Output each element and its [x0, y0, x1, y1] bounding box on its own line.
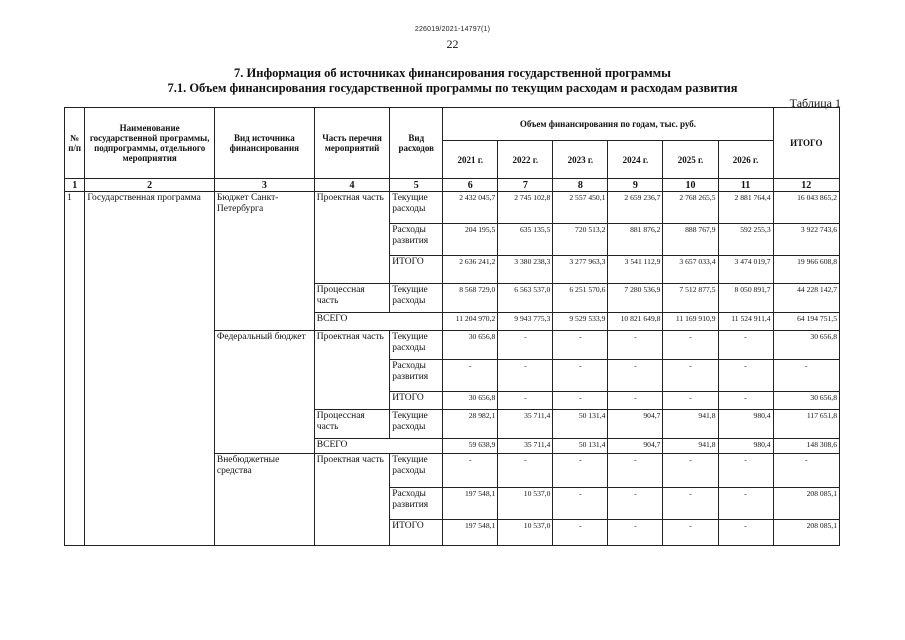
- header-expense-type: Вид расходов: [390, 108, 443, 179]
- expense-type: Текущие расходы: [390, 192, 443, 224]
- total-value: -: [773, 360, 839, 392]
- year-value: 7 512 877,5: [663, 284, 718, 313]
- year-value: -: [663, 454, 718, 488]
- year-value: 941,8: [663, 410, 718, 439]
- year-value: 2 745 102,8: [498, 192, 553, 224]
- header-source: Вид источника финансирования: [214, 108, 314, 179]
- section-heading: 7. Информация об источниках финансирования государственной программы: [234, 66, 671, 80]
- column-number: 12: [773, 179, 839, 192]
- total-value: 64 194 751,5: [773, 313, 839, 331]
- expense-type: ИТОГО: [390, 256, 443, 284]
- total-value: 208 085,1: [773, 488, 839, 520]
- expense-type: Расходы развития: [390, 488, 443, 520]
- expense-type: ИТОГО: [390, 520, 443, 546]
- year-value: -: [718, 360, 773, 392]
- year-value: 7 280 536,9: [608, 284, 663, 313]
- subsection-heading: 7.1. Объем финансирования государственной программы по текущим расходам и расходам развития: [167, 81, 738, 95]
- year-value: 35 711,4: [498, 439, 553, 454]
- year-value: 6 563 537,0: [498, 284, 553, 313]
- year-value: -: [553, 360, 608, 392]
- year-value: -: [718, 520, 773, 546]
- expense-type: Текущие расходы: [390, 284, 443, 313]
- column-number: 9: [608, 179, 663, 192]
- part-label: Проектная часть: [314, 192, 389, 284]
- expense-type: ВСЕГО: [314, 313, 442, 331]
- year-value: 2 432 045,7: [443, 192, 498, 224]
- year-value: -: [663, 488, 718, 520]
- year-value: 10 537,0: [498, 520, 553, 546]
- year-value: -: [718, 331, 773, 360]
- year-value: 10 537,0: [498, 488, 553, 520]
- year-value: -: [608, 392, 663, 410]
- column-number: 10: [663, 179, 718, 192]
- year-value: 11 169 910,9: [663, 313, 718, 331]
- expense-type: Расходы развития: [390, 224, 443, 256]
- year-value: 197 548,1: [443, 488, 498, 520]
- header-year: 2023 г.: [553, 141, 608, 179]
- year-value: 904,7: [608, 439, 663, 454]
- header-year: 2026 г.: [718, 141, 773, 179]
- year-value: 35 711,4: [498, 410, 553, 439]
- header-year: 2024 г.: [608, 141, 663, 179]
- year-value: 30 656,8: [443, 331, 498, 360]
- part-label: Процессная часть: [314, 410, 389, 439]
- document-registration-number: 226019/2021-14797(1): [414, 26, 491, 33]
- year-value: -: [718, 392, 773, 410]
- year-value: 10 821 649,8: [608, 313, 663, 331]
- year-value: -: [718, 488, 773, 520]
- table-body: [65, 192, 840, 546]
- column-number: 2: [85, 179, 214, 192]
- year-value: 6 251 570,6: [553, 284, 608, 313]
- year-value: -: [553, 454, 608, 488]
- year-value: 9 529 533,9: [553, 313, 608, 331]
- year-value: 28 982,1: [443, 410, 498, 439]
- year-value: 204 195,5: [443, 224, 498, 256]
- year-value: 904,7: [608, 410, 663, 439]
- expense-type: Текущие расходы: [390, 331, 443, 360]
- year-value: 2 659 236,7: [608, 192, 663, 224]
- year-value: -: [663, 331, 718, 360]
- table-caption: Таблица 1: [789, 96, 841, 110]
- year-value: 888 767,9: [663, 224, 718, 256]
- year-value: 30 656,8: [443, 392, 498, 410]
- year-value: -: [663, 392, 718, 410]
- total-value: 19 966 608,8: [773, 256, 839, 284]
- year-value: -: [498, 392, 553, 410]
- header-year: 2022 г.: [498, 141, 553, 179]
- header-num: № п/п: [65, 108, 85, 179]
- year-value: 2 768 265,5: [663, 192, 718, 224]
- page-number: 22: [446, 37, 459, 51]
- header-year: 2021 г.: [443, 141, 498, 179]
- year-value: -: [608, 331, 663, 360]
- year-value: 3 277 963,3: [553, 256, 608, 284]
- program-name: Государственная программа: [85, 192, 214, 546]
- header-name: Наименование государственной программы, подпрограммы, отдельного мероприятия: [85, 108, 214, 179]
- year-value: 635 135,5: [498, 224, 553, 256]
- part-label: Проектная часть: [314, 454, 389, 546]
- funding-source: Внебюджетные средства: [214, 454, 314, 546]
- financing-table: [64, 107, 840, 546]
- year-value: -: [498, 331, 553, 360]
- year-value: 592 255,3: [718, 224, 773, 256]
- total-value: 148 308,6: [773, 439, 839, 454]
- column-number: 7: [498, 179, 553, 192]
- total-value: 117 651,8: [773, 410, 839, 439]
- row-number: 1: [65, 192, 85, 546]
- expense-type: ИТОГО: [390, 392, 443, 410]
- year-value: 3 541 112,9: [608, 256, 663, 284]
- year-value: 881 876,2: [608, 224, 663, 256]
- column-number: 4: [314, 179, 389, 192]
- table-row: [65, 192, 840, 224]
- year-value: 50 131,4: [553, 439, 608, 454]
- header-total: ИТОГО: [773, 108, 839, 179]
- year-value: 941,8: [663, 439, 718, 454]
- year-value: 11 524 911,4: [718, 313, 773, 331]
- column-number: 8: [553, 179, 608, 192]
- total-value: 44 228 142,7: [773, 284, 839, 313]
- year-value: 3 657 033,4: [663, 256, 718, 284]
- column-number: 11: [718, 179, 773, 192]
- year-value: -: [608, 360, 663, 392]
- year-value: 11 204 970,2: [443, 313, 498, 331]
- year-value: 8 050 891,7: [718, 284, 773, 313]
- year-value: 3 474 019,7: [718, 256, 773, 284]
- total-value: 3 922 743,6: [773, 224, 839, 256]
- year-value: -: [553, 488, 608, 520]
- expense-type: Расходы развития: [390, 360, 443, 392]
- year-value: -: [608, 520, 663, 546]
- total-value: -: [773, 454, 839, 488]
- year-value: 720 513,2: [553, 224, 608, 256]
- year-value: 980,4: [718, 439, 773, 454]
- funding-source: Бюджет Санкт-Петербурга: [214, 192, 314, 331]
- year-value: -: [553, 392, 608, 410]
- column-number: 1: [65, 179, 85, 192]
- year-value: 2 881 764,4: [718, 192, 773, 224]
- year-value: 8 568 729,0: [443, 284, 498, 313]
- header-volume: Объем финансирования по годам, тыс. руб.: [443, 108, 773, 141]
- year-value: 2 636 241,2: [443, 256, 498, 284]
- part-label: Проектная часть: [314, 331, 389, 410]
- year-value: 3 380 238,3: [498, 256, 553, 284]
- year-value: 2 557 450,1: [553, 192, 608, 224]
- funding-source: Федеральный бюджет: [214, 331, 314, 454]
- header-part: Часть перечня мероприятий: [314, 108, 389, 179]
- year-value: -: [663, 360, 718, 392]
- year-value: 197 548,1: [443, 520, 498, 546]
- expense-type: ВСЕГО: [314, 439, 442, 454]
- year-value: 59 638,9: [443, 439, 498, 454]
- year-value: -: [718, 454, 773, 488]
- year-value: -: [608, 488, 663, 520]
- year-value: -: [553, 520, 608, 546]
- total-value: 16 043 865,2: [773, 192, 839, 224]
- expense-type: Текущие расходы: [390, 454, 443, 488]
- year-value: -: [663, 520, 718, 546]
- year-value: 9 943 775,3: [498, 313, 553, 331]
- part-label: Процессная часть: [314, 284, 389, 313]
- expense-type: Текущие расходы: [390, 410, 443, 439]
- year-value: -: [608, 454, 663, 488]
- column-number: 5: [390, 179, 443, 192]
- total-value: 30 656,8: [773, 392, 839, 410]
- column-number: 3: [214, 179, 314, 192]
- year-value: 980,4: [718, 410, 773, 439]
- column-number: 6: [443, 179, 498, 192]
- year-value: 50 131,4: [553, 410, 608, 439]
- column-number-row: [65, 179, 840, 192]
- total-value: 30 656,8: [773, 331, 839, 360]
- total-value: 208 085,1: [773, 520, 839, 546]
- year-value: -: [553, 331, 608, 360]
- year-value: -: [498, 360, 553, 392]
- year-value: -: [443, 360, 498, 392]
- year-value: -: [443, 454, 498, 488]
- header-year: 2025 г.: [663, 141, 718, 179]
- year-value: -: [498, 454, 553, 488]
